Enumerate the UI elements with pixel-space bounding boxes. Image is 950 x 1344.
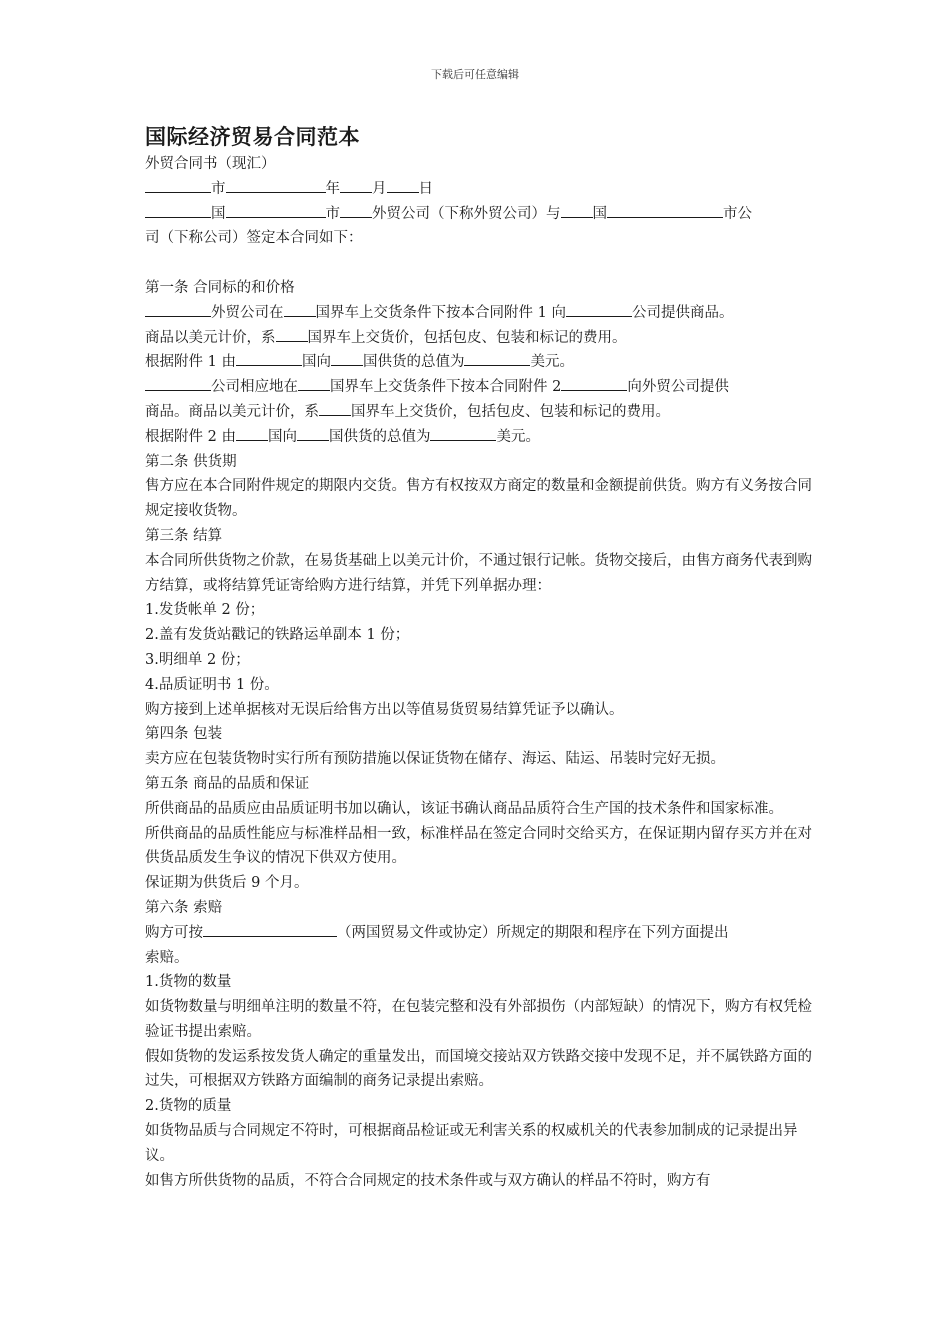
text-span: 向外贸公司提供 — [627, 379, 729, 396]
blank-field — [236, 351, 302, 366]
blank-field — [145, 376, 211, 391]
blank-field — [276, 327, 308, 342]
parties-line-cont: 司（下称公司）签定本合同如下： — [145, 230, 363, 247]
article-3-paragraph-2: 购方接到上述单据核对无误后给售方出以等值易货贸易结算凭证予以确认。 — [145, 701, 624, 718]
list-item: 2.盖有发货站戳记的铁路运单副本 1 份； — [145, 627, 410, 644]
text-span: 国界车上交货条件下按本合同附件 1 向 — [315, 304, 566, 321]
text-span: 公司提供商品。 — [631, 304, 734, 321]
article-5-heading: 第五条 商品的品质和保证 — [145, 775, 310, 792]
text-span: 外贸公司（下称外贸公司）与 — [372, 205, 561, 222]
text-span: 美元。 — [530, 354, 574, 371]
blank-field — [430, 426, 496, 441]
article-5-paragraph-1: 所供商品的品质应由品质证明书加以确认，该证书确认商品品质符合生产国的技术条件和国家标准。 — [145, 800, 783, 817]
blank-field — [340, 178, 372, 193]
text-span: （两国贸易文件或协定）所规定的期限和程序在下列方面提出 — [337, 924, 729, 941]
text-span: 美元。 — [496, 428, 540, 445]
blank-field — [340, 203, 372, 218]
article-1-heading: 第一条 合同标的和价格 — [145, 279, 295, 296]
text-span: 国界车上交货价，包括包皮、包装和标记的费用。 — [307, 329, 627, 346]
text-span: 根据附件 2 由 — [145, 428, 236, 445]
article-1-line-5 — [145, 400, 813, 425]
article-6-line-1-cont: 索赔。 — [145, 949, 189, 966]
text-span: 市 — [211, 180, 226, 197]
blank-field — [145, 178, 211, 193]
article-1-line-4 — [145, 375, 813, 400]
blank-field — [561, 376, 627, 391]
blank-field — [387, 178, 419, 193]
article-6-heading: 第六条 索赔 — [145, 899, 223, 916]
text-span: 国供货的总值为 — [328, 428, 431, 445]
text-span: 商品。商品以美元计价，系 — [145, 403, 319, 420]
article-6-subheading-2: 2.货物的质量 — [145, 1098, 232, 1115]
blank-field — [297, 426, 329, 441]
article-4-heading: 第四条 包装 — [145, 726, 223, 743]
text-span: 国 — [592, 205, 607, 222]
article-6-paragraph-2: 假如货物的发运系按发货人确定的重量发出，而国境交接站双方铁路交接中发现不足，并不属铁路方面的过失，可根据双方铁路方面编制的商务记录提出索赔。 — [145, 1048, 812, 1090]
article-2-heading: 第二条 供货期 — [145, 453, 237, 470]
article-6-paragraph-3: 如货物品质与合同规定不符时，可根据商品检证或无利害关系的权威机关的代表参加制成的记录提出异议。 — [145, 1123, 798, 1164]
article-5-paragraph-3: 保证期为供货后 9 个月。 — [145, 875, 309, 892]
blank-field — [226, 178, 326, 193]
article-6-subheading-1: 1.货物的数量 — [145, 974, 232, 991]
parties-line — [145, 202, 813, 227]
blank-field — [464, 351, 530, 366]
article-2-paragraph: 售方应在本合同附件规定的期限内交货。售方有权按双方商定的数量和金额提前供货。购方有义务按合同规定接收货物。 — [145, 478, 812, 520]
article-1-line-2 — [145, 326, 813, 351]
blank-field — [236, 426, 268, 441]
text-span: 国向 — [301, 354, 331, 371]
text-span: 根据附件 1 由 — [145, 354, 236, 371]
article-4-paragraph: 卖方应在包装货物时实行所有预防措施以保证货物在储存、海运、陆运、吊装时完好无损。 — [145, 751, 725, 768]
article-3-paragraph: 本合同所供货物之价款，在易货基础上以美元计价，不通过银行记帐。货物交接后，由售方商务代表到购方结算，或将结算凭证寄给购方进行结算，并凭下列单据办理： — [145, 552, 812, 594]
blank-field — [145, 302, 211, 317]
blank-field — [331, 351, 363, 366]
text-span: 市 — [325, 205, 340, 222]
blank-field — [226, 203, 326, 218]
text-span: 国向 — [267, 428, 297, 445]
text-span: 国 — [211, 205, 226, 222]
text-span: 日 — [418, 180, 433, 197]
article-3-heading: 第三条 结算 — [145, 527, 223, 544]
blank-field — [319, 401, 351, 416]
spacer — [145, 251, 813, 276]
article-1-line-3 — [145, 350, 813, 375]
article-1-line-1 — [145, 301, 813, 326]
blank-field — [607, 203, 723, 218]
text-span: 市公 — [723, 205, 752, 222]
list-item: 4.品质证明书 1 份。 — [145, 676, 279, 693]
text-span: 购方可按 — [145, 924, 203, 941]
text-span: 公司相应地在 — [211, 379, 298, 396]
article-6-line-1 — [145, 921, 813, 946]
text-span: 国界车上交货条件下按本合同附件 2 — [330, 379, 562, 396]
blank-field — [203, 922, 337, 937]
text-span: 月 — [372, 180, 387, 197]
document-title: 国际经济贸易合同范本 — [145, 124, 360, 149]
text-span: 外贸公司在 — [211, 304, 284, 321]
document-subtitle: 外贸合同书（现汇） — [145, 156, 276, 172]
text-span: 商品以美元计价，系 — [145, 329, 276, 346]
article-1-line-6 — [145, 425, 813, 450]
text-span: 年 — [325, 180, 340, 197]
date-line — [145, 177, 813, 202]
blank-field — [566, 302, 632, 317]
list-item: 3.明细单 2 份； — [145, 651, 250, 668]
header-note: 下载后可任意编辑 — [431, 68, 519, 81]
blank-field — [298, 376, 330, 391]
article-5-paragraph-2: 所供商品的品质性能应与标准样品相一致，标准样品在签定合同时交给买方，在保证期内留存买方并在对供货品质发生争议的情况下供双方使用。 — [145, 825, 812, 867]
text-span: 国界车上交货价，包括包皮、包装和标记的费用。 — [351, 403, 670, 420]
article-6-paragraph-4: 如售方所供货物的品质，不符合合同规定的技术条件或与双方确认的样品不符时，购方有 — [145, 1172, 711, 1189]
article-6-paragraph-1: 如货物数量与明细单注明的数量不符，在包装完整和没有外部损伤（内部短缺）的情况下，购方有权凭检验证书提出索赔。 — [145, 999, 812, 1040]
blank-field — [284, 302, 316, 317]
blank-field — [561, 203, 593, 218]
list-item: 1.发货帐单 2 份； — [145, 602, 265, 619]
text-span: 国供货的总值为 — [362, 354, 465, 371]
contract-document — [145, 122, 813, 1193]
blank-field — [145, 203, 211, 218]
